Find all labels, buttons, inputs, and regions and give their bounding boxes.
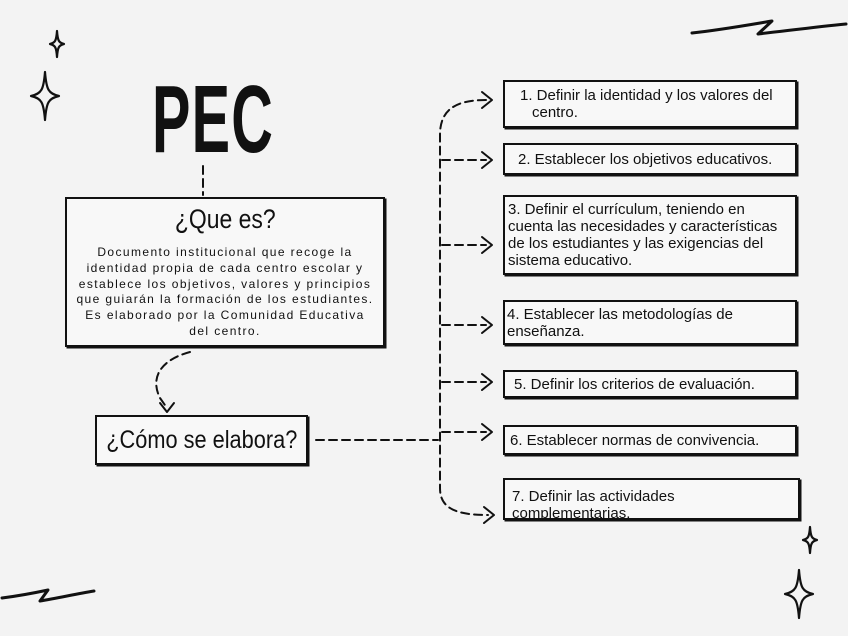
page-title: PEC — [152, 66, 275, 173]
elaboration-box — [95, 415, 308, 465]
definition-heading — [67, 203, 383, 235]
step-box-2 — [503, 143, 797, 175]
step-box-5 — [503, 370, 797, 398]
step-box-1 — [503, 80, 797, 128]
step-label: 2. Establecer los objetivos educativos. — [518, 150, 773, 168]
sparkle-icon — [785, 570, 813, 618]
steps-trunk-connector — [440, 100, 488, 515]
definition-line: Documento institucional que recoge la — [97, 245, 353, 259]
sparkle-icon — [50, 31, 64, 57]
sparkle-icon — [803, 527, 817, 553]
step-label: 6. Establecer normas de convivencia. — [510, 431, 760, 449]
definition-line: identidad propia de cada centro escolar y — [86, 260, 364, 275]
definition-line: que guiarán la formación de los estudiantes. — [76, 292, 374, 307]
definition-line: establece los objetivos, valores y principios — [78, 276, 372, 291]
definition-text — [67, 245, 383, 340]
definition-line: del centro. — [189, 323, 261, 338]
sparkle-icon — [31, 72, 59, 120]
definition-line: Es elaborado por la Comunidad Educativa — [85, 308, 365, 323]
step-box-3 — [503, 195, 797, 275]
step-box-4 — [503, 300, 797, 345]
definition-to-elaboration-connector — [156, 352, 190, 408]
definition-to-elaboration-arrowhead — [160, 403, 174, 412]
step-label: 7. Definir las actividades complementarias. — [512, 488, 675, 522]
elaboration-label: ¿Cómo se elabora? — [105, 426, 298, 454]
step-label: 3. Definir el currículum, teniendo en cuenta las necesidades y características de los estudiantes y las exigencias del sistema educativo. — [508, 201, 778, 269]
step-label: 5. Definir los criterios de evaluación. — [514, 375, 755, 393]
step-label: 1. Definir la identidad y los valores del centro. — [520, 87, 773, 121]
step-label: 4. Establecer las metodologías de enseñanza. — [507, 305, 733, 340]
squiggle-bottom-left — [2, 590, 94, 601]
definition-heading-text: ¿Que es? — [174, 204, 276, 234]
step-box-7 — [503, 478, 800, 520]
step-box-6 — [503, 425, 797, 455]
definition-box — [65, 197, 385, 347]
squiggle-top-right — [692, 21, 846, 34]
